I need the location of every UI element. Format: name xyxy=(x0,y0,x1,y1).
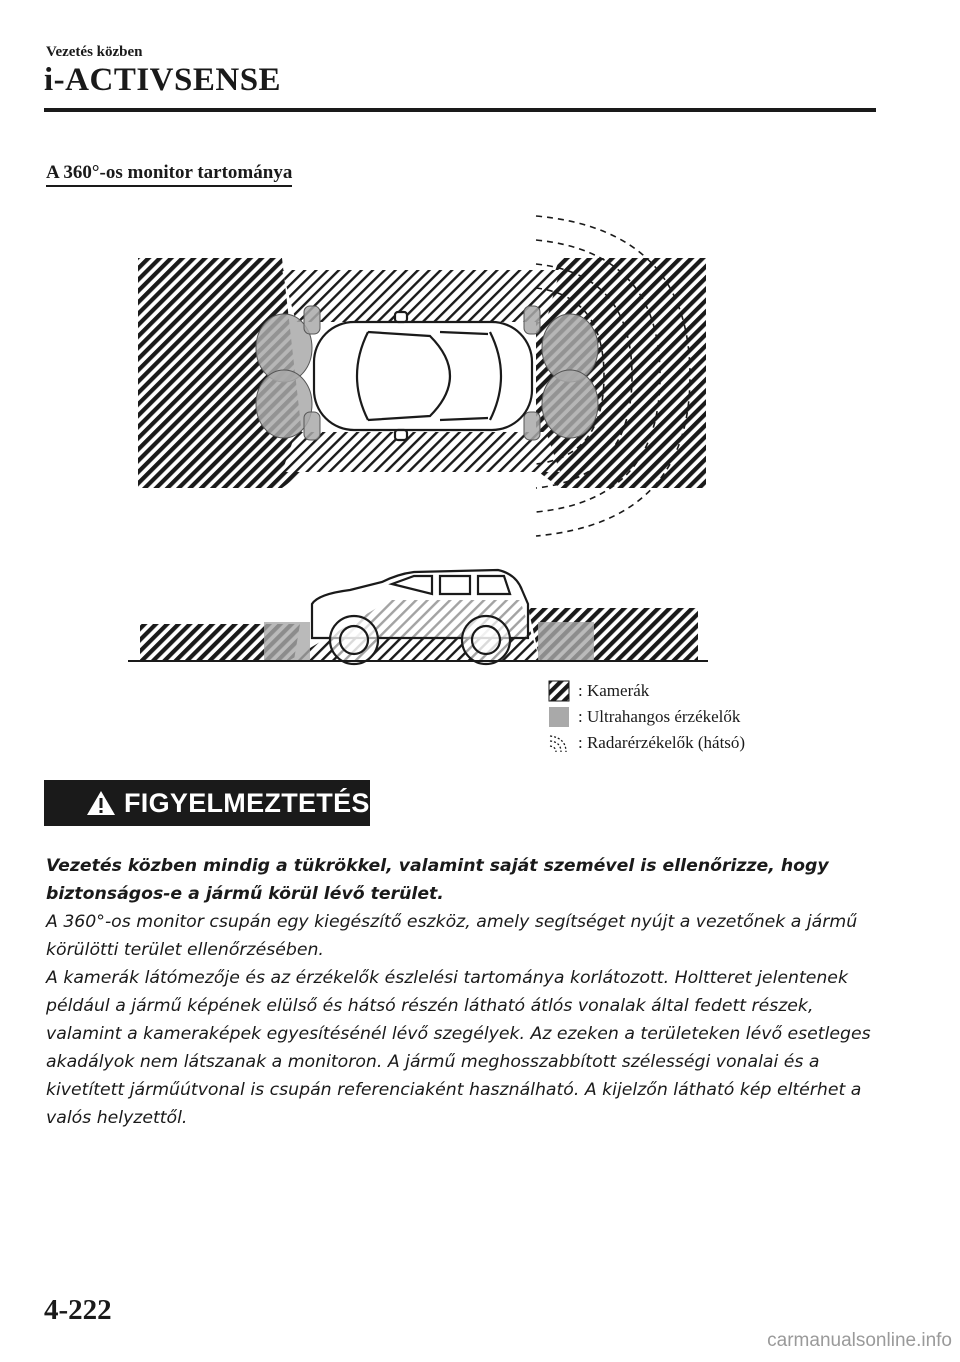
radar-arcs-icon xyxy=(548,732,570,754)
legend-label-ultrasonic: : Ultrahangos érzékelők xyxy=(578,707,741,726)
header-rule xyxy=(44,108,876,112)
car-top-view xyxy=(314,312,532,440)
sub-heading: A 360°-os monitor tartománya xyxy=(46,162,292,187)
legend xyxy=(548,678,745,756)
warning-label: FIGYELMEZTETÉS xyxy=(124,787,370,818)
legend-label-camera: : Kamerák xyxy=(578,681,650,700)
legend-item-radar xyxy=(548,730,745,756)
warning-paragraph-1: A 360°-os monitor csupán egy kiegészítő eszköz, amely segítséget nyújt a vezetőnek a jármű körülötti terület ellenőrzésében. xyxy=(46,912,858,960)
ultrasonic-side-front xyxy=(264,622,310,660)
warning-banner xyxy=(44,780,370,826)
page-number: 4-222 xyxy=(44,1294,112,1326)
warning-body xyxy=(46,852,876,1132)
gray-square-icon xyxy=(548,706,570,728)
hatched-square-icon xyxy=(548,680,570,702)
section-label: Vezetés közben xyxy=(46,44,143,60)
top-view xyxy=(138,216,706,536)
watermark: carmanualsonline.info xyxy=(767,1330,952,1351)
legend-item-ultrasonic xyxy=(548,704,745,730)
warning-paragraph-2: A kamerák látómezője és az érzékelők észlelési tartománya korlátozott. Holtteret jelentenek például a jármű képének elülső és hátsó részén látható átlós vonalak által fedett részek, valamint a kameraképek egyesítésénél lévő szegélyek. Az ezeken a területeken lévő esetleges akadályok nem látszanak a monitoron. A jármű meghosszabbított szélességi vonalai és a kivetített járműútvonal is csupán referenciaként használható. A kijelzőn látható kép eltérhet a valós helyzettől. xyxy=(46,968,871,1128)
legend-label-radar: : Radarérzékelők (hátsó) xyxy=(578,733,746,752)
legend-item-camera xyxy=(548,678,745,704)
page-title: i-ACTIVSENSE xyxy=(44,62,282,98)
rear-camera-band xyxy=(282,432,560,472)
warning-triangle-icon xyxy=(86,790,116,816)
monitor-range-figure xyxy=(0,200,960,680)
warning-bold-text: Vezetés közben mindig a tükrökkel, valamint saját szemével is ellenőrizze, hogy biztonságos-e a jármű körül lévő terület. xyxy=(46,856,829,904)
side-view xyxy=(128,570,708,664)
front-rear-camera-band xyxy=(282,270,560,322)
ultrasonic-side-rear xyxy=(538,622,594,660)
